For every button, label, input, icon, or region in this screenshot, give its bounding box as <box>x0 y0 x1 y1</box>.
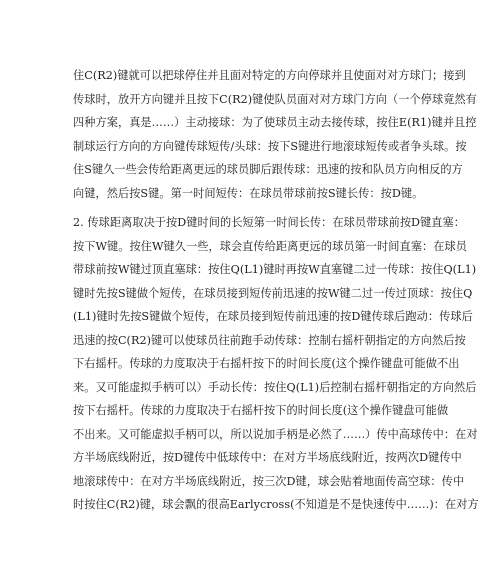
text-line: 方半场底线附近，按D键传中低球传中：在对方半场底线附近，按两次D键传中 <box>73 451 462 464</box>
text-line: 制球运行方向的方向键传球短传/头球：按下S键进行地滚球短传或者争头球。按 <box>73 139 467 153</box>
text-line: 来。又可能虚拟手柄可以）手动长传：按住Q(L1)后控制右摇杆朝指定的方向然后 <box>73 380 477 394</box>
text-line: (L1)键时先按S键做个短传，在球员接到短传前迅速的按D键传球后跑动：传球后 <box>73 310 473 323</box>
text-line: 按下W键。按住W键久一些，球会直传给距离更远的球员第一时间直塞：在球员 <box>73 239 467 253</box>
text-line: 四种方案，真是……）主动接球：为了使球员主动去接传球，按住E(R1)键并且控 <box>73 116 477 129</box>
text-line: 地滚球传中：在对方半场底线附近，按三次D键，球会贴着地面传高空球：传中 <box>73 474 465 488</box>
text-line: 按下右摇杆。传球的力度取决于右摇杆按下的时间长度(这个操作键盘可能做 <box>73 404 449 417</box>
text-line: 传球时，放开方向键并且按下C(R2)键使队员面对对方球门方向（一个停球竟然有 <box>73 92 477 106</box>
paragraph-1 <box>73 64 477 205</box>
text-line: 2. 传球距离取决于按D键时间的长短第一时间长传：在球员带球前按D键直塞： <box>73 216 466 229</box>
text-line: 住C(R2)键就可以把球停住并且面对特定的方向停球并且使面对对方球门；接到 <box>73 69 466 82</box>
text-line: 迅速的按C(R2)键可以使球员往前跑手动传球：控制右摇杆朝指定的方向然后按 <box>73 333 466 347</box>
text-line: 时按住C(R2)键，球会飘的很高Earlycross(不知道是不是快速传中……)：在对方 <box>73 498 479 511</box>
text-line: 下右摇杆。传球的力度取决于右摇杆按下的时间长度(这个操作键盘可能做不出 <box>73 357 460 370</box>
text-line: 不出来。又可能虚拟手柄可以，所以说加手柄是必然了……）传中高球传中：在对 <box>73 427 478 441</box>
document-body <box>73 64 479 517</box>
text-line: 带球前按W键过顶直塞球：按住Q(L1)键时再按W直塞键二过一传球：按住Q(L1) <box>73 263 477 276</box>
text-line: 键时先按S键做个短传，在球员接到短传前迅速的按W键二过一传过顶球：按住Q <box>73 286 473 300</box>
text-line: 住S键久一些会传给距离更远的球员脚后跟传球：迅速的按和队员方向相反的方 <box>73 163 463 176</box>
text-line: 向键，然后按S键。第一时间短传：在球员带球前按S键长传：按D键。 <box>73 186 424 200</box>
paragraph-2 <box>73 211 479 517</box>
